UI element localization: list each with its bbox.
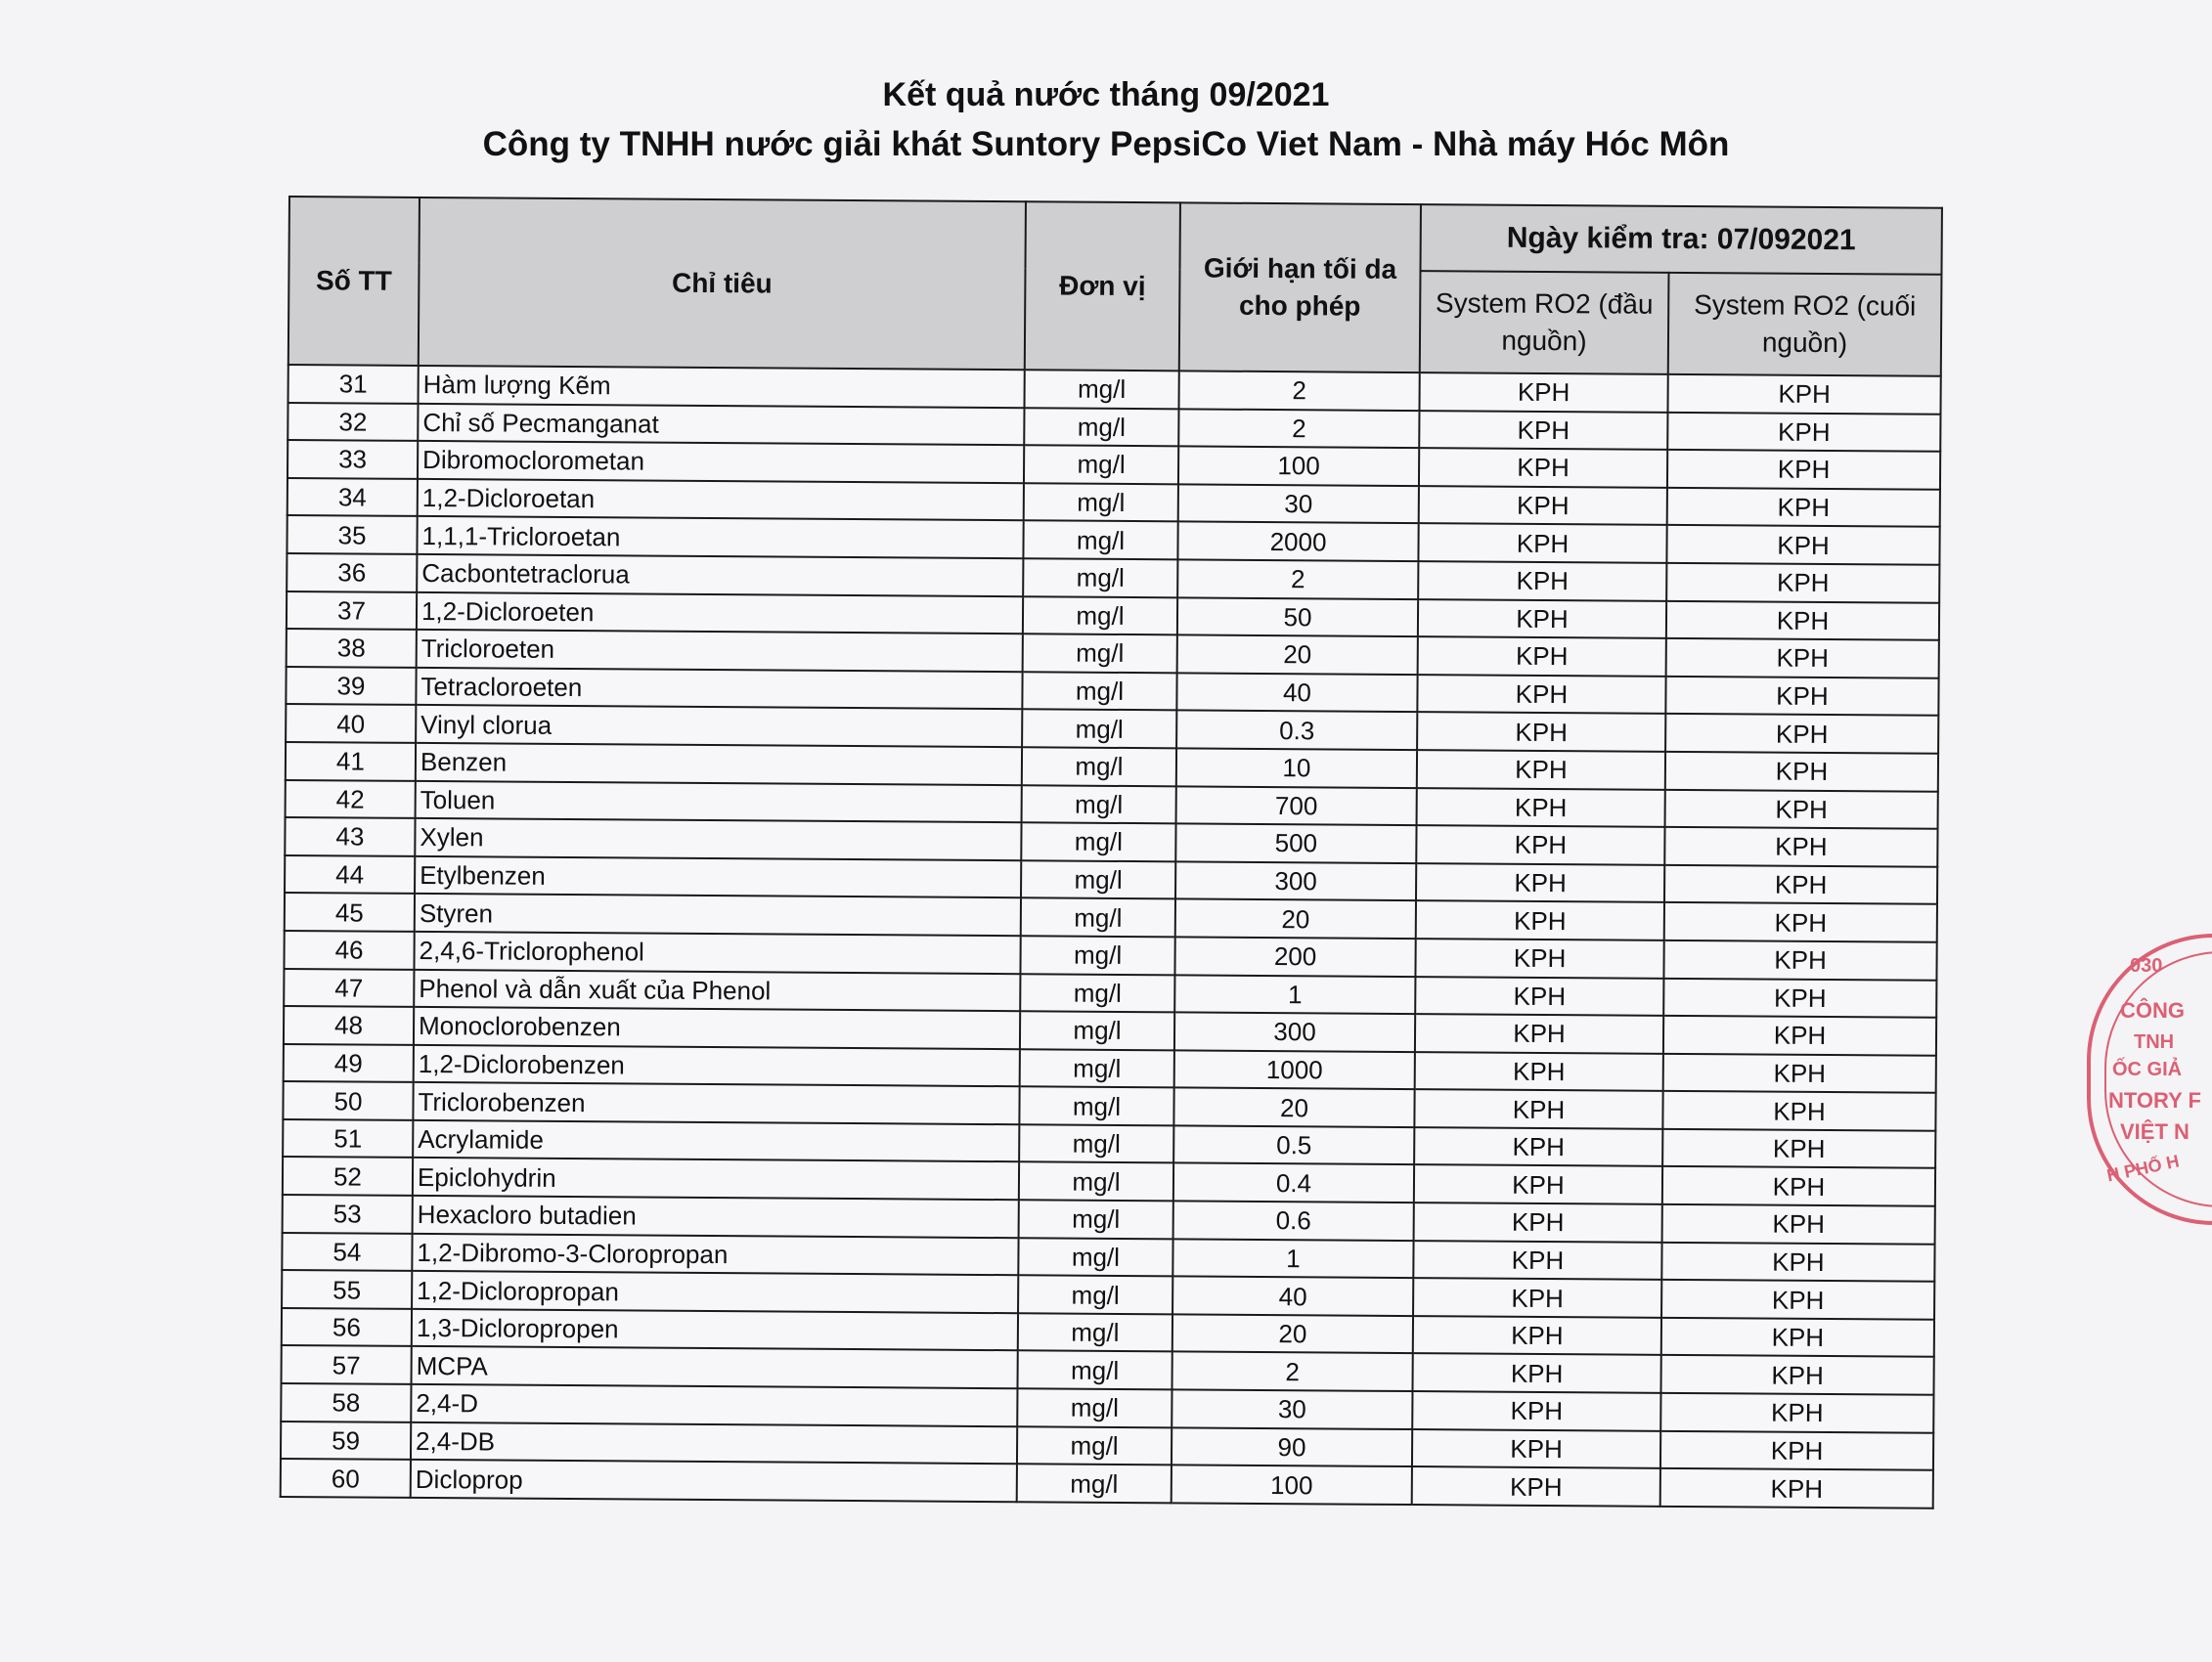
- cell-ro2-cuoi-nguon: KPH: [1666, 525, 1939, 565]
- stamp-text: CÔNG: [2120, 998, 2185, 1023]
- cell-ro2-dau-nguon: KPH: [1419, 372, 1667, 412]
- cell-don-vi: mg/l: [1020, 1049, 1174, 1088]
- cell-don-vi: mg/l: [1022, 747, 1176, 786]
- cell-ro2-cuoi-nguon: KPH: [1661, 1318, 1934, 1358]
- cell-chi-tieu: 1,2-Dicloropropan: [412, 1271, 1018, 1313]
- cell-gioi-han: 1000: [1174, 1050, 1415, 1089]
- cell-ro2-dau-nguon: KPH: [1419, 448, 1667, 487]
- cell-gioi-han: 90: [1172, 1427, 1412, 1466]
- cell-chi-tieu: Benzen: [416, 743, 1022, 785]
- cell-don-vi: mg/l: [1023, 558, 1177, 597]
- cell-gioi-han: 0.5: [1173, 1125, 1414, 1164]
- cell-ro2-cuoi-nguon: KPH: [1665, 714, 1938, 754]
- cell-chi-tieu: Phenol và dẫn xuất của Phenol: [414, 969, 1020, 1011]
- cell-stt: 43: [285, 817, 415, 856]
- cell-ro2-cuoi-nguon: KPH: [1662, 1129, 1935, 1169]
- cell-ro2-cuoi-nguon: KPH: [1662, 1204, 1935, 1245]
- cell-stt: 41: [286, 742, 416, 781]
- cell-chi-tieu: Triclorobenzen: [413, 1082, 1019, 1124]
- cell-ro2-dau-nguon: KPH: [1417, 675, 1665, 714]
- cell-gioi-han: 0.6: [1173, 1201, 1414, 1240]
- cell-ro2-dau-nguon: KPH: [1416, 900, 1664, 940]
- cell-stt: 34: [288, 478, 418, 517]
- cell-ro2-cuoi-nguon: KPH: [1666, 563, 1939, 603]
- cell-chi-tieu: Epiclohydrin: [413, 1158, 1019, 1200]
- cell-ro2-cuoi-nguon: KPH: [1667, 374, 1940, 415]
- cell-gioi-han: 20: [1177, 635, 1418, 675]
- cell-ro2-cuoi-nguon: KPH: [1665, 752, 1938, 792]
- stamp-text: 030: [2130, 955, 2163, 977]
- header-stt: Số TT: [288, 197, 420, 366]
- results-table-container: [280, 196, 1941, 1509]
- cell-don-vi: mg/l: [1018, 1313, 1172, 1352]
- cell-ro2-dau-nguon: KPH: [1413, 1316, 1661, 1355]
- cell-ro2-cuoi-nguon: KPH: [1663, 978, 1936, 1018]
- cell-ro2-dau-nguon: KPH: [1414, 1089, 1662, 1128]
- cell-ro2-cuoi-nguon: KPH: [1667, 412, 1940, 452]
- results-table: [280, 196, 1943, 1509]
- cell-stt: 53: [283, 1195, 413, 1234]
- cell-ro2-dau-nguon: KPH: [1412, 1429, 1660, 1468]
- header-ro2-cuoi-nguon: System RO2 (cuối nguồn): [1668, 273, 1942, 376]
- cell-ro2-cuoi-nguon: KPH: [1660, 1468, 1933, 1509]
- cell-gioi-han: 0.3: [1176, 711, 1417, 750]
- cell-ro2-cuoi-nguon: KPH: [1661, 1242, 1934, 1282]
- cell-gioi-han: 40: [1172, 1277, 1413, 1316]
- cell-gioi-han: 2: [1172, 1352, 1412, 1391]
- cell-ro2-dau-nguon: KPH: [1415, 1052, 1663, 1091]
- cell-chi-tieu: Dibromoclorometan: [418, 441, 1024, 483]
- cell-gioi-han: 40: [1176, 673, 1417, 712]
- stamp-text: ỐC GIẢ: [2112, 1059, 2183, 1080]
- cell-gioi-han: 200: [1174, 937, 1415, 976]
- cell-don-vi: mg/l: [1020, 974, 1174, 1013]
- cell-don-vi: mg/l: [1017, 1351, 1172, 1390]
- cell-chi-tieu: 2,4,6-Triclorophenol: [414, 932, 1020, 974]
- cell-chi-tieu: Hàm lượng Kẽm: [419, 366, 1025, 408]
- cell-ro2-dau-nguon: KPH: [1414, 1203, 1662, 1242]
- cell-chi-tieu: Tricloroeten: [417, 630, 1023, 672]
- cell-don-vi: mg/l: [1024, 483, 1178, 522]
- cell-stt: 44: [285, 855, 415, 895]
- cell-stt: 50: [283, 1081, 413, 1120]
- cell-chi-tieu: Vinyl clorua: [416, 705, 1022, 747]
- cell-ro2-dau-nguon: KPH: [1412, 1391, 1660, 1430]
- cell-don-vi: mg/l: [1017, 1426, 1172, 1465]
- cell-ro2-dau-nguon: KPH: [1418, 636, 1666, 676]
- cell-chi-tieu: Styren: [415, 894, 1021, 936]
- cell-gioi-han: 30: [1172, 1389, 1412, 1428]
- cell-ro2-dau-nguon: KPH: [1414, 1165, 1662, 1204]
- cell-chi-tieu: 2,4-D: [411, 1384, 1017, 1426]
- cell-stt: 52: [283, 1157, 413, 1196]
- cell-don-vi: mg/l: [1023, 596, 1177, 635]
- cell-ro2-dau-nguon: KPH: [1418, 599, 1666, 638]
- cell-don-vi: mg/l: [1019, 1087, 1173, 1126]
- cell-ro2-cuoi-nguon: KPH: [1660, 1393, 1933, 1433]
- header-ngay-kiem-tra: Ngày kiểm tra: 07/092021: [1420, 204, 1941, 275]
- cell-ro2-dau-nguon: KPH: [1417, 788, 1665, 827]
- cell-don-vi: mg/l: [1022, 672, 1176, 711]
- cell-stt: 49: [284, 1044, 414, 1083]
- cell-ro2-cuoi-nguon: KPH: [1664, 827, 1937, 867]
- cell-chi-tieu: 1,2-Dicloroeten: [417, 591, 1023, 634]
- cell-gioi-han: 300: [1175, 861, 1416, 900]
- cell-stt: 56: [282, 1308, 412, 1347]
- cell-gioi-han: 20: [1175, 899, 1416, 939]
- cell-gioi-han: 30: [1178, 484, 1419, 523]
- cell-don-vi: mg/l: [1024, 408, 1178, 447]
- cell-ro2-cuoi-nguon: KPH: [1663, 940, 1936, 981]
- cell-ro2-dau-nguon: KPH: [1419, 411, 1667, 450]
- stamp-text: TNH: [2134, 1031, 2175, 1053]
- cell-don-vi: mg/l: [1025, 370, 1179, 409]
- cell-stt: 51: [283, 1119, 413, 1159]
- cell-gioi-han: 2: [1178, 409, 1419, 448]
- cell-ro2-dau-nguon: KPH: [1413, 1278, 1661, 1317]
- cell-chi-tieu: Hexacloro butadien: [413, 1196, 1019, 1238]
- cell-ro2-dau-nguon: KPH: [1417, 712, 1665, 751]
- cell-chi-tieu: 1,2-Diclorobenzen: [414, 1045, 1020, 1087]
- cell-ro2-cuoi-nguon: KPH: [1665, 677, 1938, 717]
- cell-ro2-cuoi-nguon: KPH: [1660, 1430, 1933, 1470]
- cell-gioi-han: 1: [1172, 1239, 1413, 1278]
- cell-stt: 33: [288, 440, 418, 479]
- cell-gioi-han: 1: [1174, 975, 1415, 1014]
- cell-don-vi: mg/l: [1023, 521, 1177, 560]
- cell-chi-tieu: MCPA: [412, 1346, 1018, 1388]
- cell-stt: 39: [286, 667, 416, 706]
- cell-ro2-cuoi-nguon: KPH: [1665, 789, 1938, 829]
- cell-don-vi: mg/l: [1021, 822, 1175, 861]
- cell-stt: 55: [282, 1270, 412, 1309]
- cell-chi-tieu: Acrylamide: [413, 1120, 1019, 1162]
- cell-don-vi: mg/l: [1021, 898, 1175, 938]
- cell-gioi-han: 2000: [1177, 522, 1418, 561]
- cell-ro2-dau-nguon: KPH: [1419, 486, 1667, 525]
- cell-ro2-cuoi-nguon: KPH: [1661, 1280, 1934, 1320]
- cell-gioi-han: 20: [1173, 1088, 1414, 1127]
- cell-ro2-cuoi-nguon: KPH: [1663, 1016, 1936, 1056]
- cell-don-vi: mg/l: [1018, 1275, 1172, 1314]
- cell-gioi-han: 700: [1176, 786, 1417, 825]
- company-seal-stamp: [2087, 934, 2212, 1225]
- cell-ro2-cuoi-nguon: KPH: [1666, 638, 1939, 678]
- cell-stt: 38: [287, 629, 417, 668]
- header-ro2-dau-nguon: System RO2 (đầu nguồn): [1420, 271, 1669, 374]
- cell-don-vi: mg/l: [1019, 1124, 1173, 1163]
- cell-gioi-han: 10: [1176, 748, 1417, 787]
- cell-ro2-cuoi-nguon: KPH: [1664, 902, 1937, 942]
- cell-don-vi: mg/l: [1024, 445, 1178, 484]
- cell-stt: 40: [286, 704, 416, 743]
- cell-don-vi: mg/l: [1019, 1200, 1173, 1239]
- cell-chi-tieu: Monoclorobenzen: [414, 1007, 1020, 1049]
- cell-gioi-han: 20: [1172, 1314, 1413, 1353]
- cell-ro2-dau-nguon: KPH: [1412, 1353, 1660, 1392]
- cell-ro2-cuoi-nguon: KPH: [1662, 1166, 1935, 1206]
- cell-don-vi: mg/l: [1019, 1162, 1173, 1202]
- header-don-vi: Đơn vị: [1025, 201, 1180, 371]
- cell-stt: 45: [285, 893, 415, 932]
- cell-chi-tieu: 2,4-DB: [411, 1422, 1017, 1465]
- cell-ro2-dau-nguon: KPH: [1415, 1014, 1663, 1053]
- cell-gioi-han: 500: [1175, 823, 1416, 862]
- results-table-body: [281, 365, 1941, 1509]
- cell-don-vi: mg/l: [1023, 634, 1177, 673]
- document-title: Kết quả nước tháng 09/2021: [882, 76, 1330, 113]
- cell-gioi-han: 0.4: [1173, 1163, 1414, 1203]
- cell-gioi-han: 2: [1177, 559, 1418, 598]
- cell-stt: 42: [286, 780, 416, 819]
- header-chi-tieu: Chỉ tiêu: [419, 197, 1026, 370]
- cell-ro2-dau-nguon: KPH: [1413, 1241, 1661, 1280]
- cell-stt: 35: [287, 515, 417, 554]
- cell-ro2-cuoi-nguon: KPH: [1666, 600, 1939, 640]
- cell-stt: 37: [287, 591, 417, 631]
- cell-ro2-dau-nguon: KPH: [1412, 1466, 1660, 1506]
- cell-ro2-dau-nguon: KPH: [1415, 939, 1663, 978]
- cell-don-vi: mg/l: [1022, 710, 1176, 749]
- document-subtitle: Công ty TNHH nước giải khát Suntory PepsiCo Viet Nam - Nhà máy Hóc Môn: [482, 125, 1730, 163]
- cell-chi-tieu: Chỉ số Pecmanganat: [418, 404, 1024, 446]
- cell-chi-tieu: Cacbontetraclorua: [417, 554, 1023, 596]
- cell-don-vi: mg/l: [1021, 860, 1175, 899]
- cell-stt: 46: [284, 931, 414, 970]
- stamp-text: H PHỐ H: [2104, 1151, 2182, 1186]
- cell-stt: 60: [281, 1459, 411, 1498]
- cell-stt: 32: [288, 403, 418, 442]
- cell-ro2-dau-nguon: KPH: [1418, 561, 1666, 600]
- cell-don-vi: mg/l: [1018, 1238, 1172, 1277]
- cell-chi-tieu: 1,2-Dicloroetan: [418, 479, 1024, 521]
- cell-don-vi: mg/l: [1022, 785, 1176, 824]
- cell-stt: 47: [284, 968, 414, 1007]
- cell-gioi-han: 2: [1179, 371, 1420, 410]
- cell-chi-tieu: Etylbenzen: [415, 856, 1021, 898]
- cell-chi-tieu: 1,2-Dibromo-3-Cloropropan: [412, 1234, 1018, 1276]
- cell-chi-tieu: Toluen: [416, 780, 1022, 822]
- cell-ro2-dau-nguon: KPH: [1416, 863, 1664, 902]
- cell-stt: 57: [282, 1345, 412, 1384]
- cell-don-vi: mg/l: [1017, 1388, 1172, 1427]
- cell-don-vi: mg/l: [1017, 1464, 1172, 1503]
- cell-stt: 58: [281, 1383, 411, 1422]
- cell-ro2-dau-nguon: KPH: [1416, 825, 1664, 864]
- header-gioi-han: Giới hạn tối da cho phép: [1179, 202, 1421, 372]
- cell-ro2-cuoi-nguon: KPH: [1663, 1054, 1936, 1094]
- stamp-text: VIỆT N: [2120, 1119, 2190, 1144]
- stamp-text: NTORY F: [2108, 1088, 2201, 1113]
- cell-gioi-han: 300: [1174, 1012, 1415, 1051]
- cell-stt: 31: [288, 365, 419, 404]
- cell-chi-tieu: 1,3-Dicloropropen: [412, 1309, 1018, 1351]
- cell-ro2-cuoi-nguon: KPH: [1662, 1091, 1935, 1131]
- cell-don-vi: mg/l: [1020, 1011, 1174, 1050]
- cell-ro2-dau-nguon: KPH: [1417, 750, 1665, 789]
- cell-gioi-han: 100: [1172, 1465, 1412, 1505]
- cell-ro2-cuoi-nguon: KPH: [1664, 865, 1937, 905]
- cell-chi-tieu: 1,1,1-Tricloroetan: [417, 516, 1023, 558]
- cell-gioi-han: 100: [1178, 447, 1419, 486]
- cell-stt: 59: [281, 1421, 411, 1461]
- cell-stt: 54: [282, 1233, 412, 1272]
- cell-ro2-cuoi-nguon: KPH: [1667, 488, 1940, 528]
- cell-ro2-dau-nguon: KPH: [1415, 977, 1663, 1016]
- cell-chi-tieu: Xylen: [415, 818, 1021, 860]
- cell-ro2-cuoi-nguon: KPH: [1660, 1355, 1933, 1395]
- cell-ro2-cuoi-nguon: KPH: [1667, 450, 1940, 490]
- cell-stt: 36: [287, 553, 417, 592]
- cell-don-vi: mg/l: [1020, 936, 1174, 975]
- cell-stt: 48: [284, 1006, 414, 1045]
- cell-chi-tieu: Dicloprop: [411, 1460, 1017, 1502]
- cell-ro2-dau-nguon: KPH: [1418, 523, 1666, 562]
- cell-chi-tieu: Tetracloroeten: [416, 668, 1022, 710]
- cell-ro2-dau-nguon: KPH: [1414, 1127, 1662, 1166]
- cell-gioi-han: 50: [1177, 597, 1418, 636]
